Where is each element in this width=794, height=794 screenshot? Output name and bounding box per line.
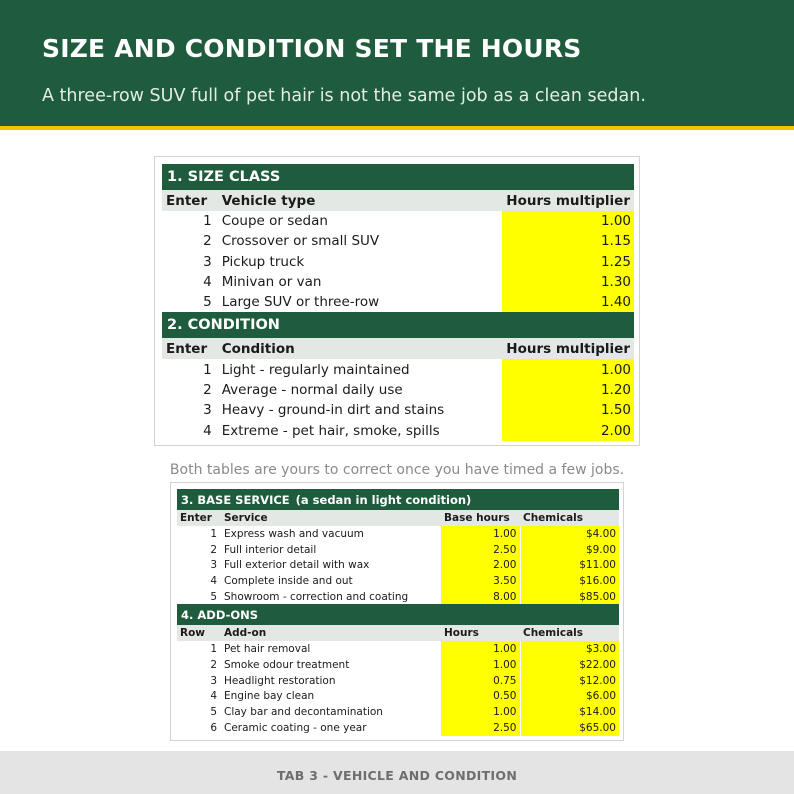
row-number: 3 [210, 559, 217, 572]
row-number: 3 [203, 402, 212, 419]
table-row [177, 573, 619, 589]
service-addon-sheet [170, 482, 624, 741]
row-label: Extreme - pet hair, smoke, spills [221, 422, 440, 439]
multiplier-input-cell[interactable]: 2.00 [502, 420, 634, 440]
base-hours-input-cell[interactable]: 2.00 [441, 557, 520, 573]
multiplier-input-cell[interactable]: 1.20 [502, 380, 634, 400]
multiplier-input-cell[interactable]: 1.30 [502, 272, 634, 292]
base-hours-input-cell[interactable]: 8.00 [441, 589, 520, 605]
row-number: 4 [210, 690, 217, 703]
add-on-column-header: Add-on [221, 625, 441, 641]
base-hours-input-cell[interactable]: 1.00 [441, 526, 520, 542]
table-row [162, 359, 634, 379]
footer-tab-label: TAB 3 - VEHICLE AND CONDITION [276, 768, 518, 783]
add-on-label: Pet hair removal [224, 643, 311, 656]
table-row [162, 420, 634, 440]
hours-input-cell[interactable]: 1.00 [441, 657, 520, 673]
row-number: 4 [203, 422, 212, 439]
base-service-column-headers [177, 510, 619, 526]
row-number: 2 [210, 658, 217, 671]
sheet-tab-footer [0, 751, 794, 794]
chemicals-input-cell[interactable]: $16.00 [520, 573, 619, 589]
hours-input-cell[interactable]: 0.75 [441, 673, 520, 689]
size-condition-table [162, 164, 634, 441]
table-row [177, 589, 619, 605]
table-row [162, 211, 634, 231]
service-addon-table [177, 489, 619, 736]
hours-input-cell[interactable]: 2.50 [441, 720, 520, 736]
row-number: 5 [210, 590, 217, 603]
enter-column-header: Enter [177, 510, 221, 526]
row-number: 1 [210, 643, 217, 656]
add-ons-title: 4. ADD-ONS [177, 604, 619, 625]
multiplier-input-cell[interactable]: 1.25 [502, 252, 634, 272]
hours-input-cell[interactable]: 0.50 [441, 689, 520, 705]
size-class-section-header [162, 164, 634, 190]
row-number: 1 [203, 361, 212, 378]
row-label: Large SUV or three-row [221, 294, 380, 311]
row-label: Coupe or sedan [221, 213, 328, 230]
table-row [177, 542, 619, 558]
service-column-header: Service [221, 510, 441, 526]
chemicals-column-header: Chemicals [520, 625, 619, 641]
size-class-column-headers [162, 190, 634, 211]
base-service-section-header [177, 489, 619, 510]
table-row [177, 720, 619, 736]
row-number: 6 [210, 721, 217, 734]
row-label: Crossover or small SUV [221, 233, 380, 250]
row-label: Average - normal daily use [221, 381, 403, 398]
table-row [177, 673, 619, 689]
multiplier-input-cell[interactable]: 1.50 [502, 400, 634, 420]
type-column-header: Vehicle type [218, 190, 503, 211]
service-label: Showroom - correction and coating [224, 590, 409, 603]
row-number: 3 [210, 674, 217, 687]
row-number: 4 [210, 574, 217, 587]
table-row [177, 689, 619, 705]
multiplier-input-cell[interactable]: 1.00 [502, 211, 634, 231]
multiplier-column-header: Hours multiplier [502, 338, 634, 359]
chemicals-input-cell[interactable]: $6.00 [520, 689, 619, 705]
row-number: 1 [210, 527, 217, 540]
add-ons-column-headers [177, 625, 619, 641]
base-hours-input-cell[interactable]: 2.50 [441, 542, 520, 558]
row-number: 2 [210, 543, 217, 556]
multiplier-input-cell[interactable]: 1.40 [502, 292, 634, 312]
chemicals-input-cell[interactable]: $22.00 [520, 657, 619, 673]
condition-title: 2. CONDITION [162, 312, 634, 338]
multiplier-input-cell[interactable]: 1.00 [502, 359, 634, 379]
service-label: Full exterior detail with wax [224, 559, 370, 572]
enter-column-header: Enter [162, 190, 218, 211]
size-condition-sheet [154, 156, 640, 446]
row-number: 4 [203, 274, 212, 291]
size-class-title: 1. SIZE CLASS [162, 164, 634, 190]
row-label: Minivan or van [221, 274, 322, 291]
row-label: Heavy - ground-in dirt and stains [221, 402, 445, 419]
add-on-label: Headlight restoration [224, 674, 336, 687]
row-label: Light - regularly maintained [221, 361, 410, 378]
service-label: Express wash and vacuum [224, 527, 364, 540]
chemicals-input-cell[interactable]: $65.00 [520, 720, 619, 736]
table-row [162, 400, 634, 420]
add-ons-section-header [177, 604, 619, 625]
table-row [177, 641, 619, 657]
chemicals-input-cell[interactable]: $4.00 [520, 526, 619, 542]
page-title: SIZE AND CONDITION SET THE HOURS [42, 34, 582, 63]
tables-note: Both tables are yours to correct once you have timed a few jobs. [169, 462, 625, 478]
base-hours-column-header: Base hours [441, 510, 520, 526]
base-service-subtitle: (a sedan in light condition) [295, 492, 472, 507]
enter-column-header: Enter [162, 338, 218, 359]
row-number: 2 [203, 233, 212, 250]
table-row [162, 272, 634, 292]
table-row [177, 526, 619, 542]
page-subtitle: A three-row SUV full of pet hair is not the same job as a clean sedan. [42, 86, 646, 106]
base-service-title [177, 489, 619, 510]
row-label: Pickup truck [221, 253, 305, 270]
row-number: 3 [203, 253, 212, 270]
row-column-header: Row [177, 625, 221, 641]
multiplier-column-header: Hours multiplier [502, 190, 634, 211]
table-row [177, 657, 619, 673]
chemicals-input-cell[interactable]: $11.00 [520, 557, 619, 573]
base-service-title-text: 3. BASE SERVICE [181, 492, 290, 507]
row-number: 5 [210, 706, 217, 719]
chemicals-column-header: Chemicals [520, 510, 619, 526]
hours-input-cell[interactable]: 1.00 [441, 641, 520, 657]
hours-column-header: Hours [441, 625, 520, 641]
type-column-header: Condition [218, 338, 503, 359]
condition-column-headers [162, 338, 634, 359]
chemicals-input-cell[interactable]: $3.00 [520, 641, 619, 657]
chemicals-input-cell[interactable]: $14.00 [520, 704, 619, 720]
chemicals-input-cell[interactable]: $12.00 [520, 673, 619, 689]
table-row [162, 231, 634, 251]
chemicals-input-cell[interactable]: $9.00 [520, 542, 619, 558]
base-hours-input-cell[interactable]: 3.50 [441, 573, 520, 589]
add-on-label: Engine bay clean [224, 690, 315, 703]
table-row [177, 704, 619, 720]
service-label: Full interior detail [224, 543, 317, 556]
table-row [162, 292, 634, 312]
service-label: Complete inside and out [224, 574, 353, 587]
row-number: 2 [203, 381, 212, 398]
add-on-label: Smoke odour treatment [224, 658, 350, 671]
table-row [162, 252, 634, 272]
row-number: 1 [203, 213, 212, 230]
condition-section-header [162, 312, 634, 338]
add-on-label: Clay bar and decontamination [224, 706, 383, 719]
hours-input-cell[interactable]: 1.00 [441, 704, 520, 720]
table-row [177, 557, 619, 573]
table-row [162, 380, 634, 400]
multiplier-input-cell[interactable]: 1.15 [502, 231, 634, 251]
add-on-label: Ceramic coating - one year [224, 721, 367, 734]
chemicals-input-cell[interactable]: $85.00 [520, 589, 619, 605]
row-number: 5 [203, 294, 212, 311]
page-header [0, 0, 794, 130]
